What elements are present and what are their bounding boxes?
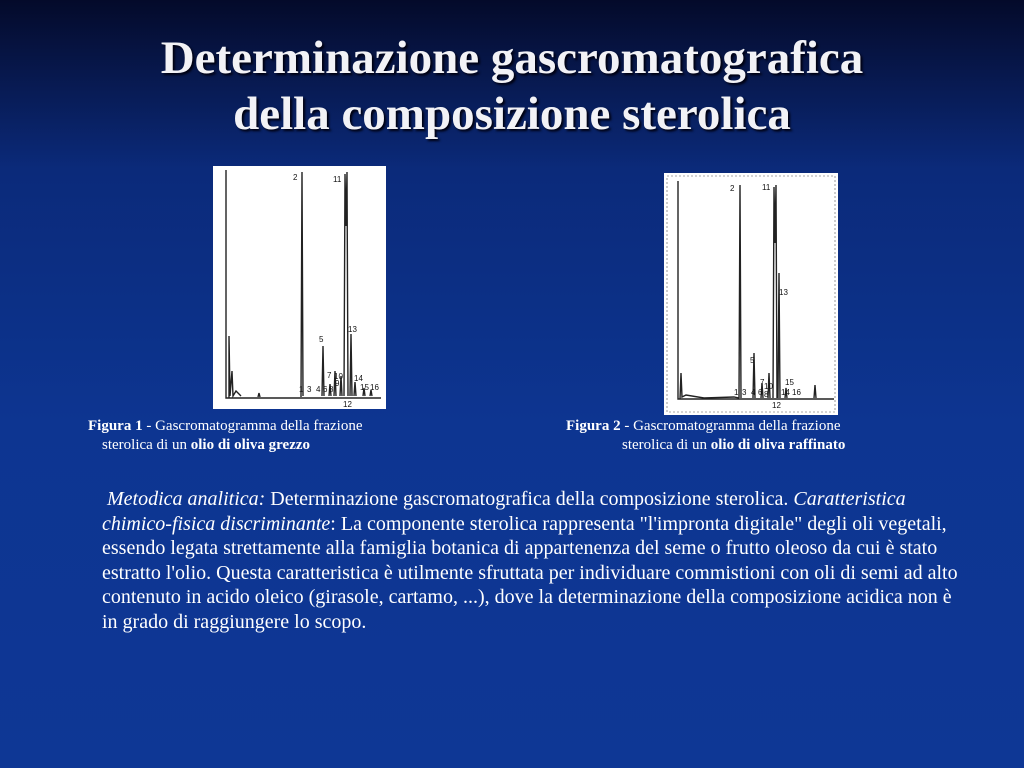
figure-1-text2: sterolica di un <box>102 437 191 453</box>
chrom1-peak-label: 13 <box>348 325 357 334</box>
figure-1-bold: olio di oliva grezzo <box>190 437 311 453</box>
chrom2-peak-label: 10 <box>764 382 773 391</box>
chrom1-peak-label: 5 <box>319 335 324 344</box>
chrom2-peak-label: 3 <box>742 388 747 397</box>
chrom1-peak-label: 12 <box>343 400 352 409</box>
figure-1-sep: - <box>142 418 156 434</box>
title-line-2: della composizione sterolica <box>233 88 791 140</box>
chrom1-peak-label: 15 <box>360 383 369 392</box>
chrom2-peak-label: 6 <box>758 388 763 397</box>
method-paragraph <box>102 487 962 634</box>
chrom1-peak-label: 3 <box>307 385 312 394</box>
chrom1-peak-label: 11 <box>333 175 342 184</box>
figure-2-sep: - <box>620 418 634 434</box>
figure-2-text2: sterolica di un <box>622 437 711 453</box>
chrom1-peak-label: 2 <box>293 173 298 182</box>
figure-1-text1: Gascromatogramma della frazione <box>155 418 363 434</box>
chrom2-peak-label: 7 <box>760 378 765 387</box>
figure-2-label: Figura 2 <box>566 418 621 434</box>
chrom1-peak-label: 14 <box>354 374 363 383</box>
chrom1-peak-label: 10 <box>334 372 343 381</box>
chrom2-peak-label: 8 <box>764 390 769 399</box>
characteristic-label: Caratteristica chimico-fisica discriminante <box>102 488 906 535</box>
chrom2-peak-label: 13 <box>779 288 788 297</box>
chrom2-peak-label: 15 <box>785 378 794 387</box>
characteristic-text: : La componente sterolica rappresenta "l'impronta digitale" degli oli vegetali, essendo legata strettamente alla famiglia botanica di appartenenza del seme o frutto oleoso da cui è stato estratto l'olio. Questa caratteristica è utilmente sfruttata per individuare commistioni con oli di semi ad alto contenuto in acido oleico (girasole, cartamo, ...), dove la determinazione della composizione acidica non è in grado di raggiungere lo scopo. <box>102 512 958 633</box>
chrom2-peak-label: 1 <box>734 388 739 397</box>
slide-title <box>0 30 1024 142</box>
chromatogram-2-image <box>664 173 838 415</box>
chrom1-peak-label: 16 <box>370 383 379 392</box>
chrom2-peak-label: 12 <box>772 401 781 410</box>
chrom2-peak-label: 2 <box>730 184 735 193</box>
chrom2-peak-label: 14 <box>781 388 790 397</box>
chrom2-peak-label: 5 <box>750 356 755 365</box>
figure-2-text1: Gascromatogramma della frazione <box>633 418 841 434</box>
chrom2-peak-label: 11 <box>762 183 771 192</box>
method-text: Determinazione gascromatografica della composizione sterolica. <box>265 488 789 510</box>
chromatogram-1-image <box>213 166 386 409</box>
figure-2-caption <box>566 417 966 455</box>
chrom1-peak-label: 4 <box>316 385 321 394</box>
figure-1-label: Figura 1 <box>88 418 143 434</box>
figure-2-bold: olio di oliva raffinato <box>710 437 846 453</box>
chrom1-peak-label: 1 <box>299 385 304 394</box>
chrom1-peak-label: 8 <box>329 385 334 394</box>
title-line-1: Determinazione gascromatografica <box>160 32 864 84</box>
chrom1-peak-label: 6 <box>323 385 328 394</box>
chrom1-peak-label: 7 <box>327 371 332 380</box>
method-label: Metodica analitica: <box>107 488 266 510</box>
chrom1-peak-label: 9 <box>335 379 340 388</box>
chrom2-peak-label: 4 <box>751 388 756 397</box>
chrom2-peak-label: 16 <box>792 388 801 397</box>
figure-1-caption <box>88 417 468 455</box>
